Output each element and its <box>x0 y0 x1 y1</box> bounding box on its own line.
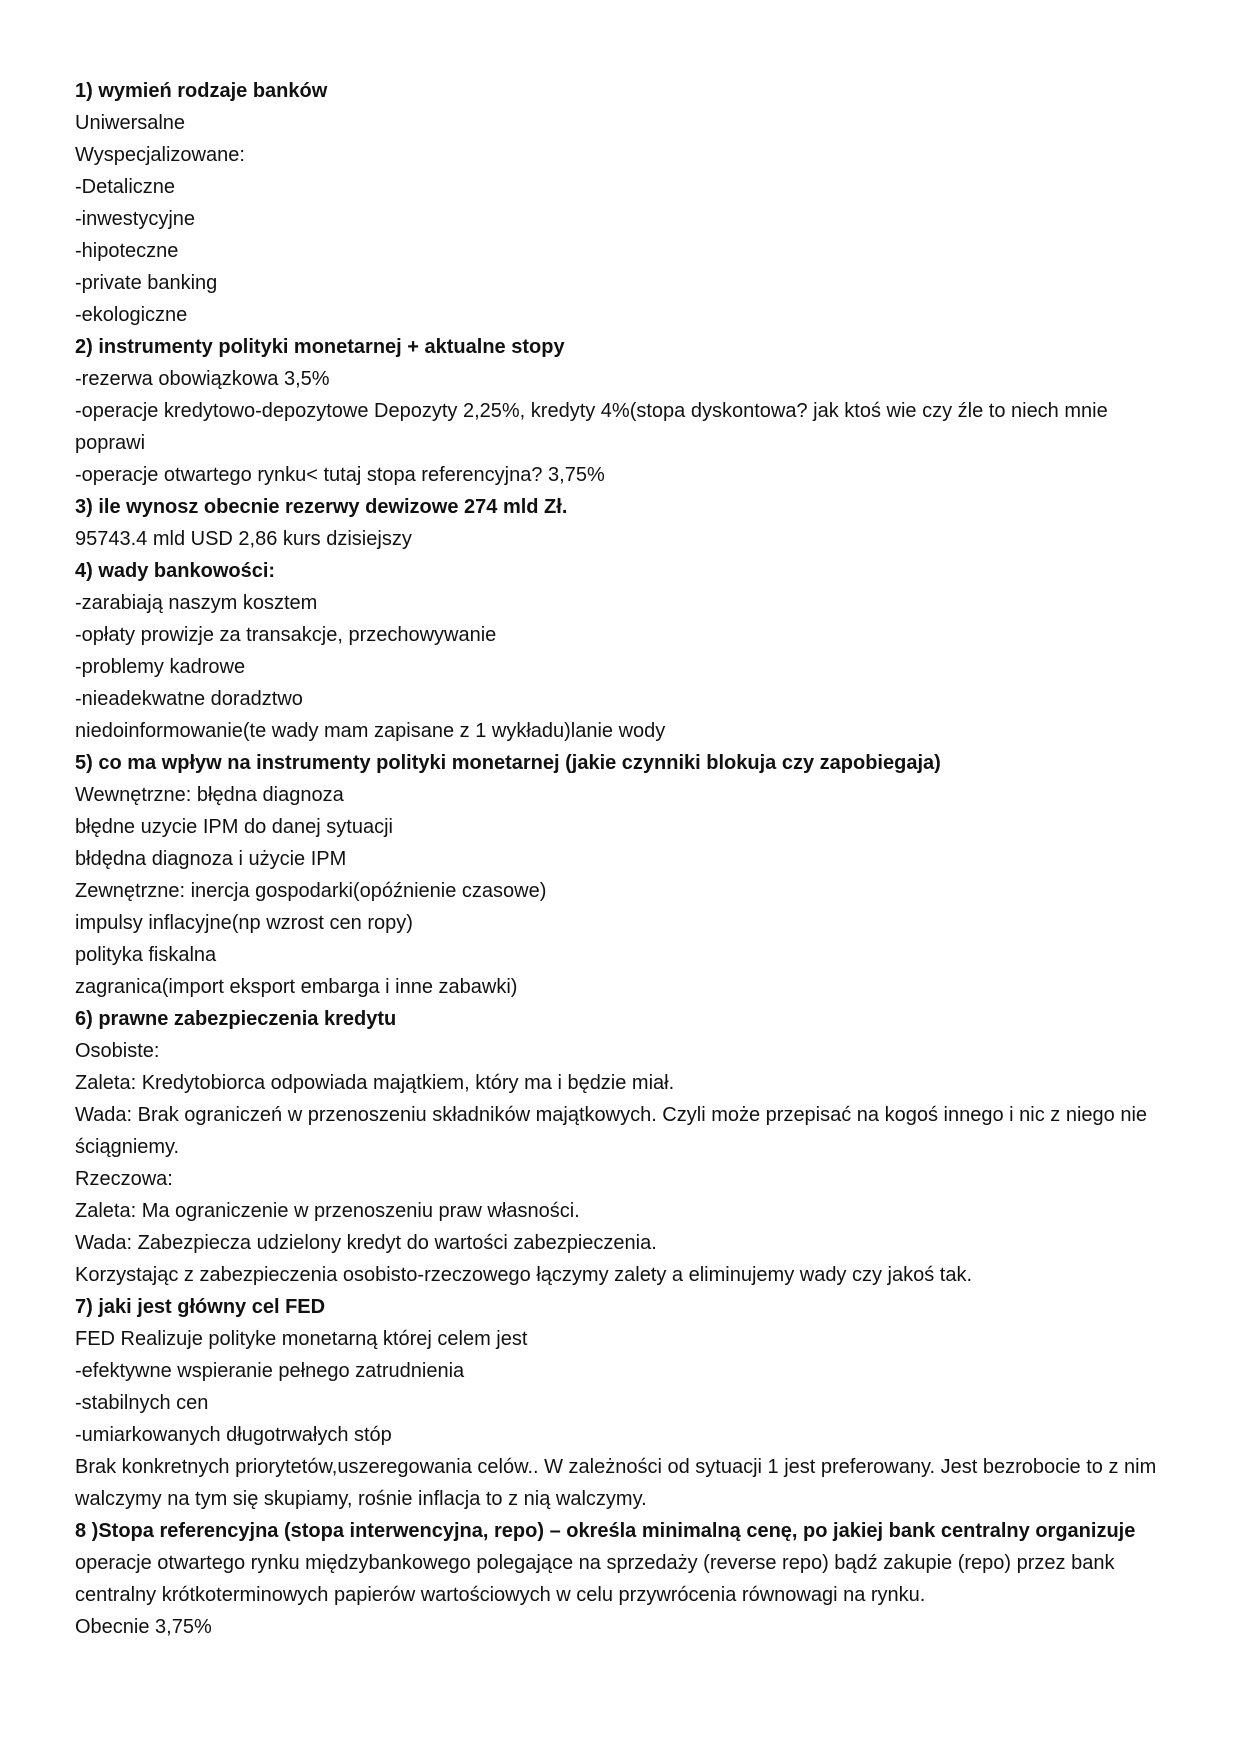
text-line: -inwestycyjne <box>75 208 196 230</box>
heading-q7: 7) jaki jest główny cel FED <box>75 1296 326 1318</box>
text-line: -ekologiczne <box>75 304 188 326</box>
text-line: Korzystając z zabezpieczenia osobisto-rzeczowego łączymy zalety a eliminujemy wady czy jakoś tak. <box>75 1264 973 1286</box>
text-line: -efektywne wspieranie pełnego zatrudnienia <box>75 1360 465 1382</box>
document-page <box>75 75 1175 1643</box>
heading-q2: 2) instrumenty polityki monetarnej + aktualne stopy <box>75 336 565 358</box>
text-line: Obecnie 3,75% <box>75 1616 212 1638</box>
text-line: niedoinformowanie(te wady mam zapisane z 1 wykładu)lanie wody <box>75 720 666 742</box>
heading-q1: 1) wymień rodzaje banków <box>75 80 328 102</box>
text-line: -rezerwa obowiązkowa 3,5% <box>75 368 330 390</box>
text-line: impulsy inflacyjne(np wzrost cen ropy) <box>75 912 413 934</box>
text-line: polityka fiskalna <box>75 944 217 966</box>
text-line: Wyspecjalizowane: <box>75 144 245 166</box>
text-line: -Detaliczne <box>75 176 176 198</box>
text-line: błdędna diagnoza i użycie IPM <box>75 848 347 870</box>
text-line: Zaleta: Kredytobiorca odpowiada majątkiem, który ma i będzie miał. <box>75 1072 675 1094</box>
heading-q3: 3) ile wynosz obecnie rezerwy dewizowe 274 mld Zł. <box>75 496 568 518</box>
heading-q6: 6) prawne zabezpieczenia kredytu <box>75 1008 397 1030</box>
text-line: -operacje otwartego rynku< tutaj stopa referencyjna? 3,75% <box>75 464 605 486</box>
text-line: -nieadekwatne doradztwo <box>75 688 303 710</box>
text-line: Wada: Brak ograniczeń w przenoszeniu składników majątkowych. Czyli może przepisać na kogoś innego i nic z niego nie ściągniemy. <box>75 1104 1148 1158</box>
text-line: Wewnętrzne: błędna diagnoza <box>75 784 344 806</box>
text-line: 95743.4 mld USD 2,86 kurs dzisiejszy <box>75 528 412 550</box>
text-line: -stabilnych cen <box>75 1392 209 1414</box>
text-line: Uniwersalne <box>75 112 186 134</box>
text-line: Zewnętrzne: inercja gospodarki(opóźnienie czasowe) <box>75 880 547 902</box>
heading-q5: 5) co ma wpływ na instrumenty polityki monetarnej (jakie czynniki blokuja czy zapobiegaja) <box>75 752 941 774</box>
heading-q8: 8 )Stopa referencyjna (stopa interwencyjna, repo) – określa minimalną cenę, po jakiej bank centralny organizuje <box>75 1520 1136 1542</box>
text-line: Zaleta: Ma ograniczenie w przenoszeniu praw własności. <box>75 1200 580 1222</box>
text-line: -problemy kadrowe <box>75 656 246 678</box>
text-line: zagranica(import eksport embarga i inne zabawki) <box>75 976 518 998</box>
text-line: operacje otwartego rynku międzybankowego polegające na sprzedaży (reverse repo) bądź zakupie (repo) przez bank centralny krótkoterminowych papierów wartościowych w celu przywrócenia równowagi na rynku. <box>75 1552 1115 1606</box>
text-line: -opłaty prowizje za transakcje, przechowywanie <box>75 624 497 646</box>
text-line: Wada: Zabezpiecza udzielony kredyt do wartości zabezpieczenia. <box>75 1232 657 1254</box>
text-line: Osobiste: <box>75 1040 160 1062</box>
text-line: -hipoteczne <box>75 240 179 262</box>
text-line: -operacje kredytowo-depozytowe Depozyty 2,25%, kredyty 4%(stopa dyskontowa? jak ktoś wie czy źle to niech mnie poprawi <box>75 400 1108 454</box>
text-line: -private banking <box>75 272 218 294</box>
text-line: błędne uzycie IPM do danej sytuacji <box>75 816 393 838</box>
text-line: FED Realizuje polityke monetarną której celem jest <box>75 1328 528 1350</box>
text-line: -zarabiają naszym kosztem <box>75 592 318 614</box>
text-line: Rzeczowa: <box>75 1168 173 1190</box>
heading-q4: 4) wady bankowości: <box>75 560 276 582</box>
text-line: -umiarkowanych długotrwałych stóp <box>75 1424 392 1446</box>
text-line: Brak konkretnych priorytetów,uszeregowania celów.. W zależności od sytuacji 1 jest preferowany. Jest bezrobocie to z nim walczymy na tym się skupiamy, rośnie inflacja to z nią walczymy. <box>75 1456 1157 1510</box>
